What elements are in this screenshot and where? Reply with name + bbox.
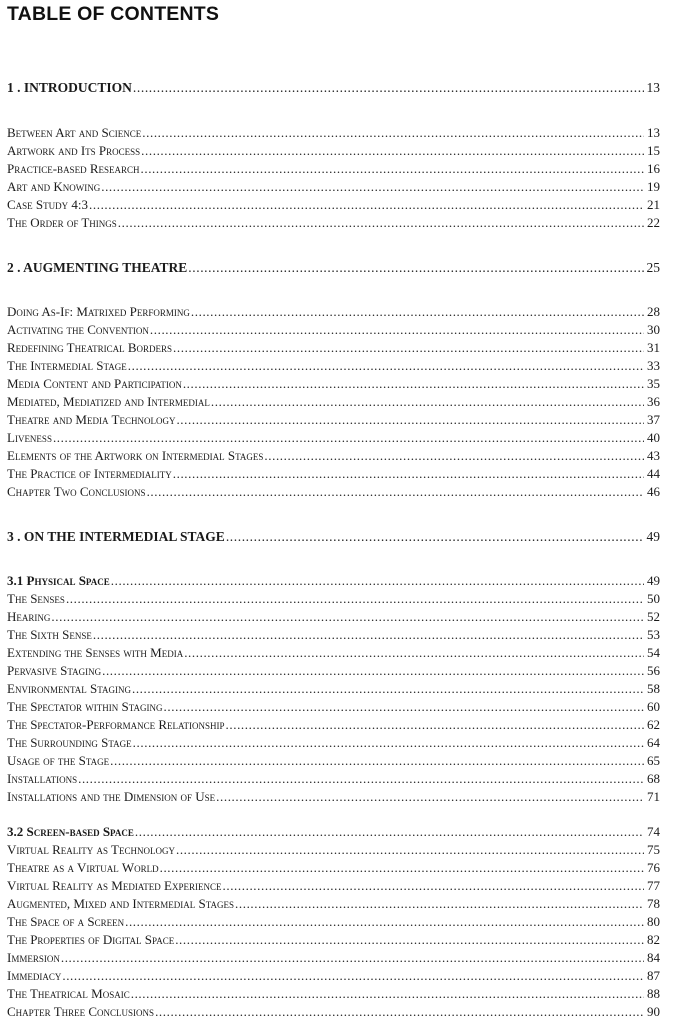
- toc-page-number: 82: [647, 932, 660, 947]
- toc-page-number: 64: [647, 735, 660, 750]
- toc-entry-title: Virtual Reality as Mediated Experience: [7, 878, 222, 893]
- toc-page-number: 65: [647, 753, 660, 768]
- toc-page-number: 78: [647, 896, 660, 911]
- toc-page-number: 13: [646, 80, 660, 95]
- toc-section-entry[interactable]: [7, 824, 660, 840]
- toc-page-number: 84: [647, 950, 660, 965]
- dot-leader: [223, 878, 645, 894]
- toc-entry-title: Installations: [7, 771, 78, 786]
- toc-entry-title: The Theatrical Mosaic: [7, 986, 130, 1001]
- toc-entry[interactable]: [7, 717, 660, 733]
- toc-page-number: 54: [647, 645, 660, 660]
- dot-leader: [131, 986, 644, 1002]
- toc-entry-title: Art and Knowing: [7, 179, 101, 194]
- toc-page-number: 50: [647, 591, 660, 606]
- toc-page-number: 52: [647, 609, 660, 624]
- toc-entry[interactable]: [7, 609, 660, 625]
- dot-leader: [102, 663, 644, 679]
- toc-entry-title: The Space of a Screen: [7, 914, 125, 929]
- toc-entry-title: 3.2 Screen-based Space: [7, 824, 134, 839]
- toc-entry-title: Pervasive Staging: [7, 663, 102, 678]
- toc-entry[interactable]: [7, 645, 660, 661]
- dot-leader: [62, 968, 644, 984]
- toc-entry[interactable]: [7, 430, 660, 446]
- dot-leader: [132, 681, 644, 697]
- toc-entry[interactable]: [7, 197, 660, 213]
- toc-entry[interactable]: [7, 412, 660, 428]
- dot-leader: [61, 950, 644, 966]
- toc-entry-title: Media Content and Participation: [7, 376, 182, 391]
- toc-entry-title: Activating the Convention: [7, 322, 149, 337]
- toc-page-number: 15: [647, 143, 660, 158]
- toc-page-number: 35: [647, 376, 660, 391]
- toc-entry[interactable]: [7, 771, 660, 787]
- toc-entry[interactable]: [7, 161, 660, 177]
- dot-leader: [173, 466, 644, 482]
- toc-entry-title: Theatre as a Virtual World: [7, 860, 159, 875]
- dot-leader: [142, 125, 644, 141]
- dot-leader: [150, 322, 644, 338]
- toc-entry-title: Liveness: [7, 430, 52, 445]
- dot-leader: [111, 573, 644, 589]
- dot-leader: [164, 699, 644, 715]
- toc-entry[interactable]: [7, 125, 660, 141]
- toc-page-number: 80: [647, 914, 660, 929]
- dot-leader: [147, 484, 644, 500]
- toc-entry-title: The Sixth Sense: [7, 627, 92, 642]
- toc-entry[interactable]: [7, 968, 660, 984]
- toc-page-number: 16: [647, 161, 660, 176]
- dot-leader: [133, 735, 644, 751]
- toc-entry-title: Doing As-If: Matrixed Performing: [7, 304, 190, 319]
- dot-leader: [135, 824, 644, 840]
- dot-leader: [226, 529, 644, 545]
- dot-leader: [176, 842, 644, 858]
- toc-entry-title: Between Art and Science: [7, 125, 142, 140]
- toc-page-number: 76: [647, 860, 660, 875]
- toc-entry-title: Augmented, Mixed and Intermedial Stages: [7, 896, 235, 911]
- toc-page-number: 33: [647, 358, 660, 373]
- dot-leader: [89, 197, 644, 213]
- dot-leader: [160, 860, 644, 876]
- toc-page-number: 49: [646, 529, 660, 544]
- toc-entry[interactable]: [7, 322, 660, 338]
- dot-leader: [184, 645, 644, 661]
- dot-leader: [175, 932, 644, 948]
- toc-entry-title: Chapter Three Conclusions: [7, 1004, 155, 1019]
- toc-entry[interactable]: [7, 179, 660, 195]
- toc-page-number: 28: [647, 304, 660, 319]
- toc-page-number: 74: [647, 824, 660, 839]
- dot-leader: [141, 161, 645, 177]
- dot-leader: [264, 448, 644, 464]
- toc-page-number: 19: [647, 179, 660, 194]
- toc-entry-title: Environmental Staging: [7, 681, 131, 696]
- dot-leader: [93, 627, 644, 643]
- dot-leader: [141, 143, 644, 159]
- dot-leader: [188, 260, 643, 276]
- toc-page-number: 31: [647, 340, 660, 355]
- toc-entry[interactable]: [7, 860, 660, 876]
- toc-page-number: 49: [647, 573, 660, 588]
- toc-entry-title: The Properties of Digital Space: [7, 932, 175, 947]
- toc-page-number: 87: [647, 968, 660, 983]
- toc-page-number: 60: [647, 699, 660, 714]
- dot-leader: [191, 304, 644, 320]
- toc-entry[interactable]: [7, 842, 660, 858]
- toc-chapter-entry[interactable]: [7, 529, 660, 545]
- toc-page-number: 13: [647, 125, 660, 140]
- toc-chapter-entry[interactable]: [7, 80, 660, 96]
- toc-entry-title: The Order of Things: [7, 215, 117, 230]
- toc-entry-title: 3 . ON THE INTERMEDIAL STAGE: [7, 529, 225, 544]
- toc-entry-title: The Surrounding Stage: [7, 735, 132, 750]
- toc-entry-title: Hearing: [7, 609, 51, 624]
- toc-entry-title: Virtual Reality as Technology: [7, 842, 175, 857]
- toc-entry[interactable]: [7, 753, 660, 769]
- toc-entry[interactable]: [7, 1004, 660, 1020]
- toc-entry-title: The Intermedial Stage: [7, 358, 127, 373]
- toc-entry[interactable]: [7, 699, 660, 715]
- toc-page-number: 30: [647, 322, 660, 337]
- toc-entry[interactable]: [7, 394, 660, 410]
- toc-entry-title: Redefining Theatrical Borders: [7, 340, 173, 355]
- toc-chapter-entry[interactable]: [7, 260, 660, 276]
- page-title: TABLE OF CONTENTS: [7, 3, 220, 25]
- dot-leader: [53, 430, 644, 446]
- toc-page-number: 25: [646, 260, 660, 275]
- dot-leader: [211, 394, 644, 410]
- dot-leader: [125, 914, 644, 930]
- toc-entry[interactable]: [7, 143, 660, 159]
- toc-entry[interactable]: [7, 484, 660, 500]
- toc-page-number: 43: [647, 448, 660, 463]
- dot-leader: [235, 896, 644, 912]
- toc-entry[interactable]: [7, 932, 660, 948]
- toc-page-number: 46: [647, 484, 660, 499]
- toc-entry-title: The Practice of Intermediality: [7, 466, 172, 481]
- dot-leader: [226, 717, 644, 733]
- toc-entry[interactable]: [7, 358, 660, 374]
- toc-entry[interactable]: [7, 878, 660, 894]
- toc-entry-title: Elements of the Artwork on Intermedial Stages: [7, 448, 264, 463]
- toc-page-number: 71: [647, 789, 660, 804]
- toc-entry-title: The Spectator within Staging: [7, 699, 163, 714]
- dot-leader: [128, 358, 644, 374]
- toc-entry-title: The Spectator-Performance Relationship: [7, 717, 225, 732]
- toc-entry[interactable]: [7, 681, 660, 697]
- toc-entry[interactable]: [7, 735, 660, 751]
- toc-page-number: 62: [647, 717, 660, 732]
- dot-leader: [216, 789, 644, 805]
- toc-entry-title: Immersion: [7, 950, 60, 965]
- dot-leader: [118, 215, 644, 231]
- dot-leader: [110, 753, 644, 769]
- toc-page-number: 56: [647, 663, 660, 678]
- toc-page-number: 77: [647, 878, 660, 893]
- dot-leader: [173, 340, 644, 356]
- toc-entry-title: 1 . INTRODUCTION: [7, 80, 132, 95]
- toc-page-number: 40: [647, 430, 660, 445]
- toc-page-number: 22: [647, 215, 660, 230]
- toc-page-number: 37: [647, 412, 660, 427]
- toc-entry-title: Usage of the Stage: [7, 753, 110, 768]
- toc-entry-title: Practice-based Research: [7, 161, 140, 176]
- toc-entry-title: Case Study 4:3: [7, 197, 89, 212]
- dot-leader: [78, 771, 644, 787]
- toc-entry[interactable]: [7, 448, 660, 464]
- toc-page-number: 75: [647, 842, 660, 857]
- dot-leader: [183, 376, 644, 392]
- toc-page-number: 68: [647, 771, 660, 786]
- toc-entry[interactable]: [7, 663, 660, 679]
- toc-entry-title: Mediated, Mediatized and Intermedial: [7, 394, 210, 409]
- toc-entry-title: Immediacy: [7, 968, 62, 983]
- toc-page-number: 88: [647, 986, 660, 1001]
- toc-entry[interactable]: [7, 896, 660, 912]
- toc-entry[interactable]: [7, 950, 660, 966]
- toc-entry[interactable]: [7, 789, 660, 805]
- toc-section-entry[interactable]: [7, 573, 660, 589]
- toc-entry[interactable]: [7, 627, 660, 643]
- toc-entry-title: Chapter Two Conclusions: [7, 484, 146, 499]
- dot-leader: [155, 1004, 644, 1020]
- toc-entry[interactable]: [7, 466, 660, 482]
- dot-leader: [133, 80, 644, 96]
- dot-leader: [51, 609, 644, 625]
- toc-page-number: 36: [647, 394, 660, 409]
- toc-entry[interactable]: [7, 215, 660, 231]
- toc-entry-title: Installations and the Dimension of Use: [7, 789, 216, 804]
- toc-entry[interactable]: [7, 304, 660, 320]
- toc-entry-title: Theatre and Media Technology: [7, 412, 176, 427]
- toc-page-number: 58: [647, 681, 660, 696]
- toc-entry[interactable]: [7, 591, 660, 607]
- dot-leader: [101, 179, 644, 195]
- toc-page-number: 90: [647, 1004, 660, 1019]
- toc-entry-title: 3.1 Physical Space: [7, 573, 110, 588]
- dot-leader: [176, 412, 644, 428]
- toc-entry[interactable]: [7, 914, 660, 930]
- dot-leader: [66, 591, 644, 607]
- toc-entry-title: 2 . AUGMENTING THEATRE: [7, 260, 188, 275]
- toc-entry[interactable]: [7, 376, 660, 392]
- toc-entry-title: Extending the Senses with Media: [7, 645, 184, 660]
- toc-entry-title: The Senses: [7, 591, 65, 606]
- toc-entry-title: Artwork and Its Process: [7, 143, 141, 158]
- toc-entry[interactable]: [7, 986, 660, 1002]
- toc-entry[interactable]: [7, 340, 660, 356]
- toc-page-number: 53: [647, 627, 660, 642]
- toc-page-number: 44: [647, 466, 660, 481]
- toc-page-number: 21: [647, 197, 660, 212]
